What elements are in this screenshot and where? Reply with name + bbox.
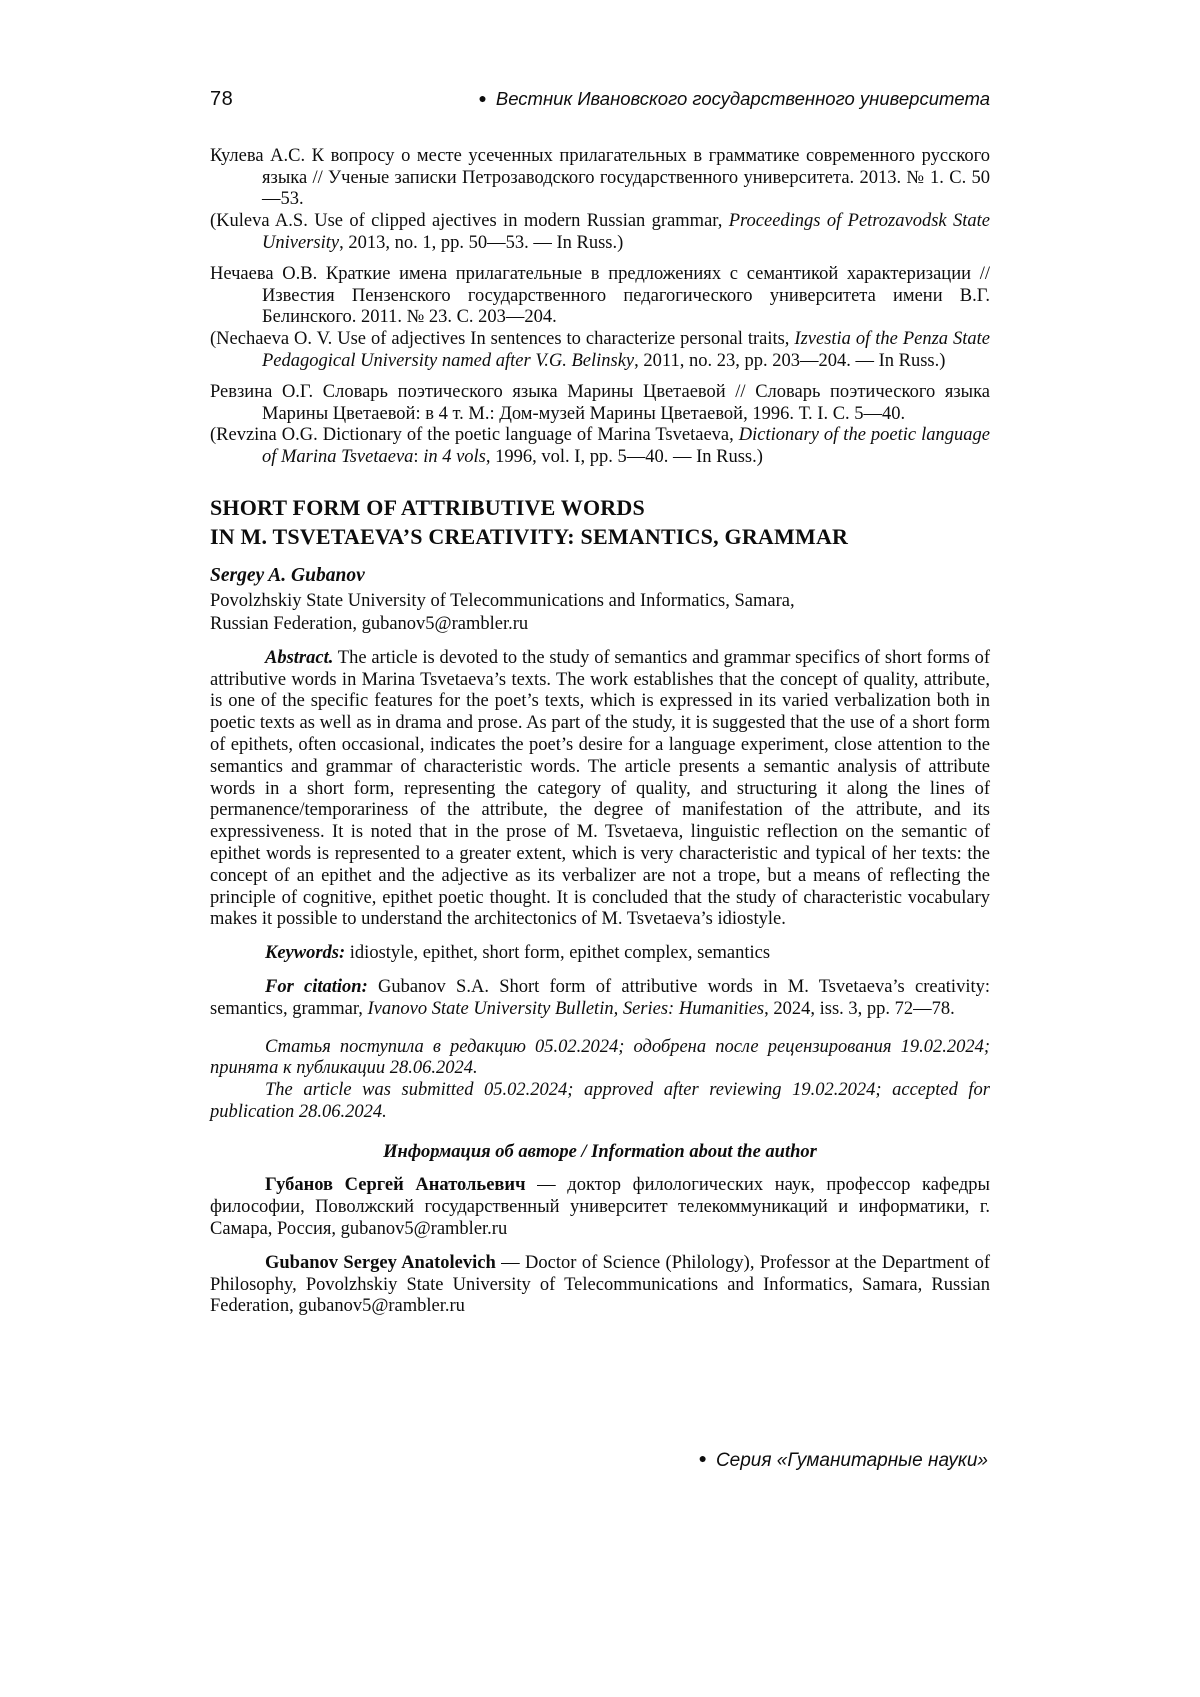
article-title <box>210 493 990 551</box>
reference-russian: Кулева А.С. К вопросу о месте усеченных прилагательных в грамматике современного русского языка // Ученые записки Петрозаводского государственного университета. 2013. № 1. С. 50—53. <box>210 145 990 210</box>
bullet-icon: ● <box>698 1450 707 1466</box>
keywords: Keywords: idiostyle, epithet, short form, epithet complex, semantics <box>265 943 771 964</box>
author-info-english: Gubanov Sergey Anatolevich — Doctor of Science (Philology), Professor at the Department of Philosophy, Povolzhskiy State University of Telecommunications and Informatics, Samara, Russian Federation, gubanov5@rambler.ru <box>210 1252 991 1317</box>
journal-title: Вестник Ивановского государственного университета <box>495 88 990 109</box>
author-info-heading: Информация об авторе / Information about the author <box>383 1141 817 1162</box>
journal-header <box>478 88 990 112</box>
affiliation-line: Povolzhskiy State University of Telecommunications and Informatics, Samara, <box>210 590 795 611</box>
series-title: Серия «Гуманитарные науки» <box>715 1450 988 1471</box>
references-list <box>210 146 990 469</box>
author-name: Sergey A. Gubanov <box>210 564 365 586</box>
reference-translation: (Revzina O.G. Dictionary of the poetic language of Marina Tsvetaeva, Dictionary of the poetic language of Marina Tsvetaeva: in 4 vols, 1996, vol. I, pp. 5—40. — In Russ.) <box>210 425 990 468</box>
article-title-line: SHORT FORM OF ATTRIBUTIVE WORDS <box>210 494 645 520</box>
bullet-icon: ● <box>478 90 487 106</box>
page-number: 78 <box>210 88 234 110</box>
reference-entry <box>210 382 990 469</box>
submission-dates-russian: Статья поступила в редакцию 05.02.2024; одобрена после рецензирования 19.02.2024; принята к публикации 28.06.2024. <box>210 1036 990 1079</box>
reference-russian: Ревзина О.Г. Словарь поэтического языка Марины Цветаевой // Словарь поэтического языка Марины Цветаевой: в 4 т. М.: Дом-музей Марины Цветаевой, 1996. Т. I. С. 5—40. <box>210 381 990 424</box>
submission-dates-english: The article was submitted 05.02.2024; approved after reviewing 19.02.2024; accepted for publication 28.06.2024. <box>210 1080 990 1122</box>
reference-translation: (Kuleva A.S. Use of clipped ajectives in modern Russian grammar, Proceedings of Petrozavodsk State University, 2013, no. 1, pp. 50—53. — In Russ.) <box>210 211 990 253</box>
reference-russian: Нечаева О.В. Краткие имена прилагательные в предложениях с семантикой характеризации // Известия Пензенского государственного педагогического университета имени В.Г. Белинского. 2011. № 23. С. 203—204. <box>210 263 990 328</box>
running-head <box>210 88 990 112</box>
reference-entry <box>210 146 990 255</box>
page-footer <box>698 1450 988 1473</box>
author-affiliation <box>210 590 990 636</box>
affiliation-line: Russian Federation, gubanov5@rambler.ru <box>210 613 529 634</box>
article-title-line: IN M. TSVETAEVA’S CREATIVITY: SEMANTICS, GRAMMAR <box>210 523 849 549</box>
reference-entry <box>210 264 990 373</box>
for-citation: For citation: Gubanov S.A. Short form of attributive words in M. Tsvetaeva’s creativity: semantics, grammar, Ivanovo State University Bulletin, Series: Humanities, 2024, iss. 3, pp. 72—78. <box>210 976 990 1019</box>
page-content <box>210 0 990 1318</box>
reference-translation: (Nechaeva O. V. Use of adjectives In sentences to characterize personal traits, Izvestia of the Penza State Pedagogical University named after V.G. Belinsky, 2011, no. 23, pp. 203—204. — In Russ.) <box>210 329 990 371</box>
abstract: Abstract. The article is devoted to the study of semantics and grammar specifics of short forms of attributive words in Marina Tsvetaeva’s texts. The work establishes that the concept of quality, attribute, is one of the specific features for the poet’s texts, which is expressed in its varied verbalization both in poetic texts as well as in drama and prose. As part of the study, it is suggested that the use of a short form of epithets, often occasional, indicates the poet’s desire for a language experiment, close attention to the semantics and grammar of characteristic words. The article presents a semantic analysis of attribute words in a short form, representing the category of quality, and structuring it along the lines of permanence/temporariness of the attribute, the degree of manifestation of the attribute, and its expressiveness. It is noted that in the prose of M. Tsvetaeva, linguistic reflection on the semantic of epithet words is represented to a greater extent, which is very characteristic and typical of her texts: the concept of an epithet and the adjective as its verbalizer are not a trope, but a means of reflecting the principle of cognitive, epithet poetic thought. It is concluded that the study of characteristic vocabulary makes it possible to understand the architectonics of M. Tsvetaeva’s idiostyle. <box>210 647 990 930</box>
author-info-russian: Губанов Сергей Анатольевич — доктор филологических наук, профессор кафедры философии, Поволжский государственный университет телекоммуникаций и информатики, г. Самара, Россия, gubanov5@rambler.ru <box>210 1175 990 1240</box>
